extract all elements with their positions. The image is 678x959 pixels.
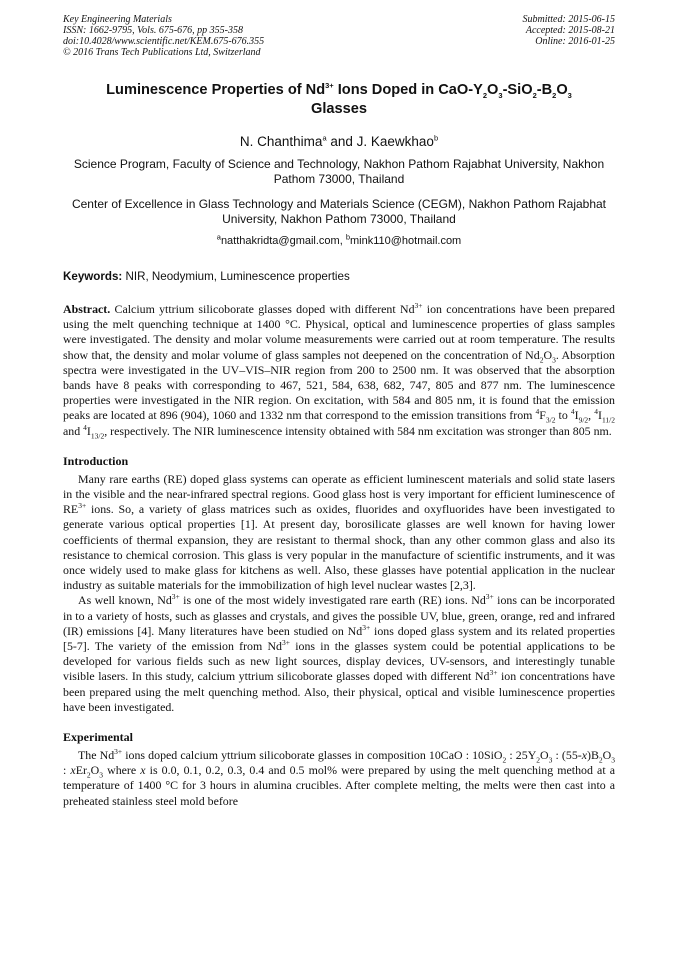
abstract-text: O (543, 347, 553, 362)
exp-text: : 25Y (506, 748, 537, 763)
title-sup: 3+ (325, 81, 334, 91)
email-b[interactable]: mink110@hotmail.com (350, 235, 462, 247)
authors (63, 134, 615, 149)
keywords-label: Keywords: (63, 270, 123, 283)
exp-text: O (90, 763, 100, 778)
exp-var: x (581, 748, 588, 763)
title-sub: 3 (498, 90, 503, 100)
intro-text: ions. So, a variety of glass matrices such as oxides, fluorides and oxyfluorides have been investigated to generate various optical properties [1]. At present day, borosilicate glasses are well known for having lower coefficients of thermal expansion, they are resistant to thermal shock, than any other common glass and also its resistance to chemical corrosion. This glass is very popular in the manufacture of scientific instruments, and it was once widely used to make glass for kitchens as well. Also, these glasses have potential application in the nuclear industry as suitable materials for the immobilization of high level nuclear wastes [2,3]. (63, 502, 615, 593)
intro-text: Many rare earths (RE) doped glass systems can operate as efficient luminescent materials and solid state lasers in the visible and the near-infrared spectral regions. Good glass host is very important for efficient luminescence of RE (63, 471, 615, 517)
exp-sub: 2 (86, 770, 91, 780)
header-left (63, 14, 264, 58)
author-emails (63, 232, 615, 247)
exp-text: is 0.0, 0.1, 0.2, 0.3, 0.4 and 0.5 mol% were prepared by using the melt quenching method at a temperature of 1400 °C for 3 hours in alumina crucibles. After complete melting, the melts were then cast into a preheated stainless steel mold before (63, 763, 615, 808)
copyright: © 2016 Trans Tech Publications Ltd, Switzerland (63, 47, 261, 58)
title-part: O (487, 82, 499, 98)
exp-sup: 3+ (114, 747, 123, 757)
author-2-mark: b (433, 133, 439, 143)
intro-sup: 3+ (282, 638, 290, 648)
exp-text: ions doped calcium yttrium silicoborate glasses in composition 10CaO : 10SiO (122, 748, 503, 763)
intro-text: ions can be incorporated in to a variety of hosts, such as glasses and crystals, and gives the possible UV, blue, green, orange, red and infrared (IR) emissions [4]. Many literatures have been studied on Nd (63, 593, 615, 638)
exp-sub: 2 (502, 755, 507, 765)
abstract-sub: 3 (552, 354, 556, 364)
title-sub: 3 (567, 90, 572, 100)
submitted-date: Submitted: 2015-06-15 (522, 14, 615, 25)
experimental-heading: Experimental (63, 730, 133, 745)
intro-text: ion concentrations have been prepared using the melt quenching method. Also, their physical, optical and visible luminescence properties have been investigated. (63, 669, 615, 714)
exp-text: where (103, 763, 141, 778)
introduction-paragraph-1 (63, 472, 615, 594)
abstract-sup: 4 (535, 407, 540, 417)
journal-header (63, 14, 615, 58)
title-part: -B (536, 82, 553, 98)
abstract-text: , respectively. The NIR luminescence intensity obtained with 584 nm excitation was stronger than 805 nm. (104, 423, 612, 438)
abstract-text: to (555, 408, 571, 423)
abstract (63, 302, 615, 439)
exp-sub: 3 (99, 770, 104, 780)
experimental-paragraph (63, 748, 615, 809)
title-part: -SiO (502, 82, 533, 98)
exp-text: Er (75, 763, 87, 778)
author-1-mark: a (322, 133, 327, 143)
exp-sub: 2 (598, 755, 603, 765)
doi[interactable]: doi:10.4028/www.scientific.net/KEM.675-676.355 (63, 36, 265, 47)
affiliation-2: Center of Excellence in Glass Technology and Materials Science (CEGM), Nakhon Pathom Rajabhat University, Nakhon Pathom 73000, Thailand (71, 197, 607, 226)
abstract-text: and (63, 423, 84, 438)
abstract-sub: 11/2 (601, 415, 615, 425)
keywords (63, 270, 615, 283)
title-sub: 2 (532, 90, 537, 100)
exp-text: )B (587, 748, 599, 763)
accepted-date: Accepted: 2015-08-21 (525, 25, 615, 36)
exp-text: : (55- (552, 748, 582, 763)
paper-title (63, 81, 615, 119)
abstract-sub: 2 (539, 354, 544, 364)
abstract-text: I (597, 408, 602, 423)
abstract-sup: 4 (594, 407, 598, 417)
exp-text: The Nd (78, 748, 115, 763)
intro-sup: 3+ (78, 501, 87, 511)
intro-text: As well known, Nd (78, 593, 172, 608)
issn: ISSN: 1662-9795, Vols. 675-676, pp 355-358 (63, 25, 243, 36)
title-sub: 2 (552, 90, 557, 100)
abstract-sub: 9/2 (578, 415, 589, 425)
abstract-label: Abstract. (63, 302, 111, 316)
exp-var: x (140, 763, 146, 778)
intro-text: ions doped glass system and its related properties [5-7]. The variety of the emission from Nd (63, 623, 615, 654)
email-a[interactable]: natthakridta@gmail.com, (220, 235, 346, 247)
introduction-paragraph-2 (63, 593, 615, 715)
abstract-text: F (539, 408, 546, 423)
exp-text: O (540, 748, 549, 763)
introduction-heading: Introduction (63, 453, 129, 468)
title-part: Ions Doped in CaO-Y (333, 82, 483, 98)
email-b-mark: b (345, 232, 350, 242)
intro-sup: 3+ (489, 668, 498, 678)
affiliation-1: Science Program, Faculty of Science and Technology, Nakhon Pathom Rajabhat University, Nakhon Pathom 73000, Thailand (73, 157, 605, 186)
author-1: N. Chanthima (239, 134, 323, 149)
intro-sup: 3+ (485, 592, 494, 602)
abstract-text: I (574, 408, 579, 423)
author-2: and J. Kaewkhao (326, 134, 434, 149)
intro-text: is one of the most widely investigated rare earth (RE) ions. Nd (179, 593, 486, 608)
title-part: Glasses (311, 101, 367, 117)
email-a-mark: a (216, 232, 221, 242)
abstract-sub: 3/2 (545, 415, 556, 425)
online-date: Online: 2016-01-25 (535, 36, 615, 47)
exp-sub: 2 (536, 755, 541, 765)
title-part: O (556, 82, 568, 98)
exp-text: : (63, 763, 71, 778)
abstract-text: , (588, 408, 595, 423)
abstract-sup: 3+ (414, 301, 423, 311)
abstract-text: Calcium yttrium silicoborate glasses doped with different Nd (110, 302, 415, 316)
abstract-text: . Absorption spectra were investigated in the UV–VIS–NIR region from 200 to 2500 nm. It was observed that the absorption bands have 8 peaks with corresponding to 467, 521, 584, 638, 682, 747, 805 and 877 nm. The luminescence properties were investigated in the NIR region. On excitation, with 584 and 805 nm, it is found that the emission peaks are located at 896 (904), 1060 and 1332 nm that correspond to the emission transitions from (63, 347, 615, 423)
exp-text: O (602, 748, 612, 763)
exp-sub: 3 (611, 755, 615, 765)
title-sub: 2 (482, 90, 488, 100)
abstract-sup: 4 (83, 422, 87, 432)
abstract-sup: 4 (570, 407, 575, 417)
journal-name: Key Engineering Materials (63, 14, 172, 25)
title-part: Luminescence Properties of Nd (106, 82, 326, 98)
intro-text: ions in the glasses system could be potential applications to be developed for various fields such as new light sources, display devices, UV-sensors, and interestingly tunable visible lasers. In this study, calcium yttrium silicoborate glasses doped with different Nd (63, 639, 615, 684)
exp-sub: 3 (548, 755, 553, 765)
abstract-text: ion concentrations have been prepared using the melt quenching technique at 1400 °C. Physical, optical and luminescence properties of glass samples were investigated. The density and molar volume measurements were carried out at room temperature. The results show that, the density and molar volume of glass samples not deepened on the concentration of Nd (63, 302, 615, 362)
abstract-sub: 13/2 (90, 431, 105, 440)
intro-sup: 3+ (362, 622, 371, 632)
abstract-text: I (86, 423, 91, 438)
exp-var: x (70, 763, 76, 778)
header-right (523, 14, 616, 58)
intro-sup: 3+ (171, 592, 180, 602)
keywords-text: NIR, Neodymium, Luminescence properties (122, 270, 350, 283)
